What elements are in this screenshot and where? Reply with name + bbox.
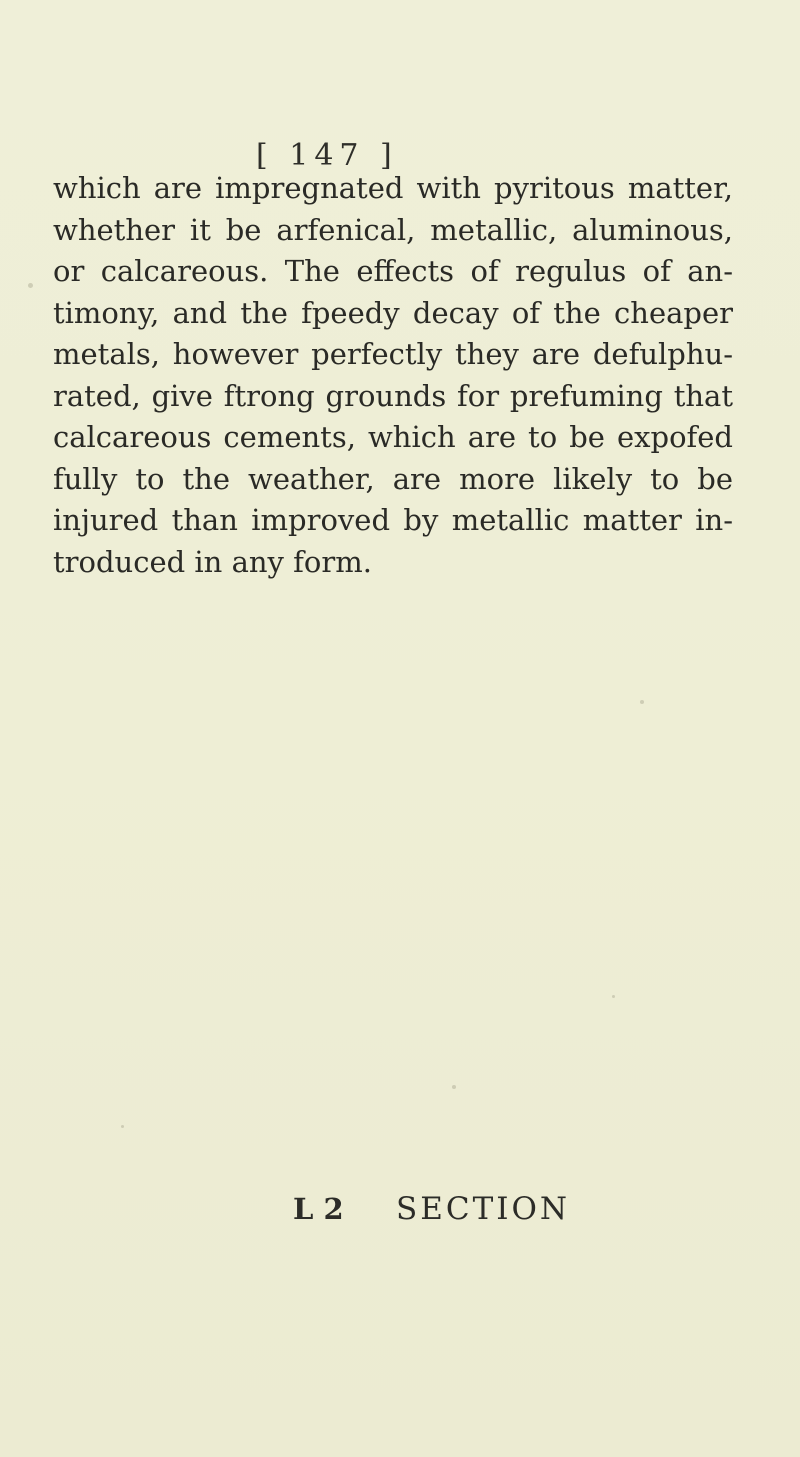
text-line: troduced in any form. xyxy=(53,544,372,579)
body-text xyxy=(53,168,733,583)
paper-speck xyxy=(612,995,615,998)
paper-speck xyxy=(640,700,644,704)
signature-mark: L 2 xyxy=(293,1192,344,1226)
paper-speck xyxy=(28,283,33,288)
paper-speck xyxy=(121,1125,124,1128)
text-line: which are impregnated with pyritous matter, xyxy=(53,171,733,205)
text-line: fully to the weather, are more likely to be xyxy=(53,461,733,496)
text-line: metals, however perfectly they are defulphu- xyxy=(53,337,733,371)
text-line: calcareous cements, which are to be expofed xyxy=(53,420,733,454)
page-number: [ 147 ] xyxy=(256,138,398,173)
text-line: or calcareous. The effects of regulus of an- xyxy=(53,254,733,288)
text-line: injured than improved by metallic matter in- xyxy=(53,503,733,537)
text-line: rated, give ftrong grounds for prefuming that xyxy=(53,378,733,413)
text-line: whether it be arfenical, metallic, aluminous, xyxy=(53,212,733,247)
paper-speck xyxy=(452,1085,456,1089)
text-line: timony, and the fpeedy decay of the cheaper xyxy=(53,295,733,330)
catchword: SECTION xyxy=(396,1191,571,1227)
